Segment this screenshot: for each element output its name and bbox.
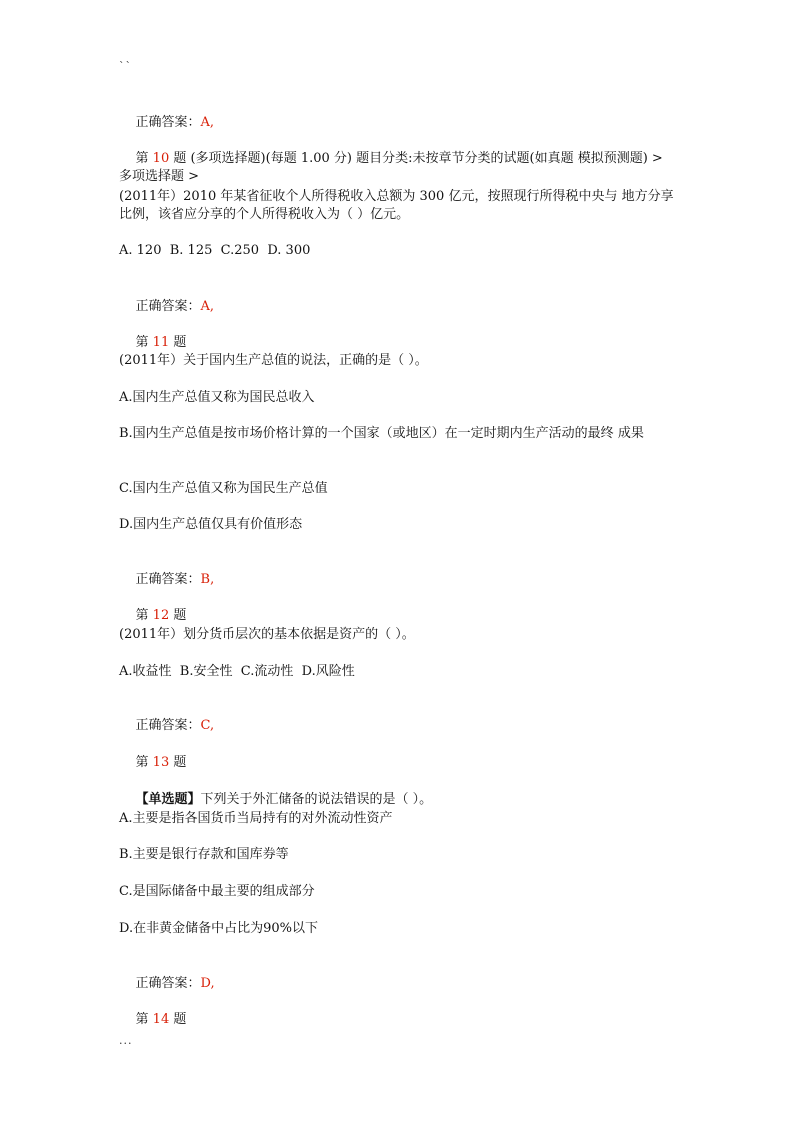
question-suffix: 题 <box>169 335 187 350</box>
question-13-option-d: D.在非黄金储备中占比为90%以下 <box>119 921 318 936</box>
answer-value: D, <box>200 976 215 991</box>
answer-value: A, <box>200 299 215 314</box>
question-11-stem: (2011年）关于国内生产总值的说法，正确的是（ ）。 <box>119 353 428 368</box>
answer-label: 正确答案： <box>135 572 201 587</box>
question-number: 11 <box>152 335 170 350</box>
question-10-options: A. 120 B. 125 C.250 D. 300 <box>119 243 311 258</box>
question-10-stem: (2011年）2010 年某省征收个人所得税收入总额为 300 亿元，按照现行所得税中央与 地方分享比例，该省应分享的个人所得税收入为（ ）亿元。 <box>119 189 674 222</box>
question-number: 10 <box>152 151 170 166</box>
answer-value: C, <box>200 718 215 733</box>
question-13-option-b: B.主要是银行存款和国库券等 <box>119 847 289 862</box>
question-meta: 题 (多项选择题)(每题 1.00 分) 题目分类:未按章节分类的试题(如真题 模拟预测题) > 多项选择题 > <box>119 151 667 184</box>
question-11-option-a: A.国内生产总值又称为国民总收入 <box>119 390 315 405</box>
question-number: 14 <box>152 1012 170 1027</box>
question-11-option-c: C.国内生产总值又称为国民生产总值 <box>119 481 328 496</box>
question-number: 13 <box>152 755 170 770</box>
question-suffix: 题 <box>169 1012 187 1027</box>
question-11-option-d: D.国内生产总值仅具有价值形态 <box>119 517 303 532</box>
question-prefix: 第 <box>135 755 153 770</box>
question-suffix: 题 <box>169 755 187 770</box>
question-12-stem: (2011年）划分货币层次的基本依据是资产的（ ）。 <box>119 627 415 642</box>
answer-label: 正确答案： <box>135 299 201 314</box>
bottom-mark: ... <box>119 1034 133 1047</box>
question-text: 下列关于外汇储备的说法错误的是（ ）。 <box>200 792 433 807</box>
question-number: 12 <box>152 608 170 623</box>
question-prefix: 第 <box>135 1012 153 1027</box>
question-12-options: A.收益性 B.安全性 C.流动性 D.风险性 <box>119 664 355 679</box>
question-prefix: 第 <box>135 608 153 623</box>
question-13-option-a: A.主要是指各国货币当局持有的对外流动性资产 <box>119 811 393 826</box>
answer-value: A, <box>200 115 215 130</box>
question-11-option-b: B.国内生产总值是按市场价格计算的一个国家（或地区）在一定时期内生产活动的最终 成果 <box>119 426 644 441</box>
question-type-tag: 【单选题】 <box>135 792 201 807</box>
answer-label: 正确答案： <box>135 976 201 991</box>
question-13-option-c: C.是国际储备中最主要的组成部分 <box>119 884 315 899</box>
question-prefix: 第 <box>135 335 153 350</box>
question-suffix: 题 <box>169 608 187 623</box>
question-14-header <box>119 993 679 1047</box>
answer-label: 正确答案： <box>135 718 201 733</box>
answer-label: 正确答案： <box>135 115 201 130</box>
top-mark: `` <box>119 60 132 73</box>
question-prefix: 第 <box>135 151 153 166</box>
answer-value: B, <box>200 572 215 587</box>
